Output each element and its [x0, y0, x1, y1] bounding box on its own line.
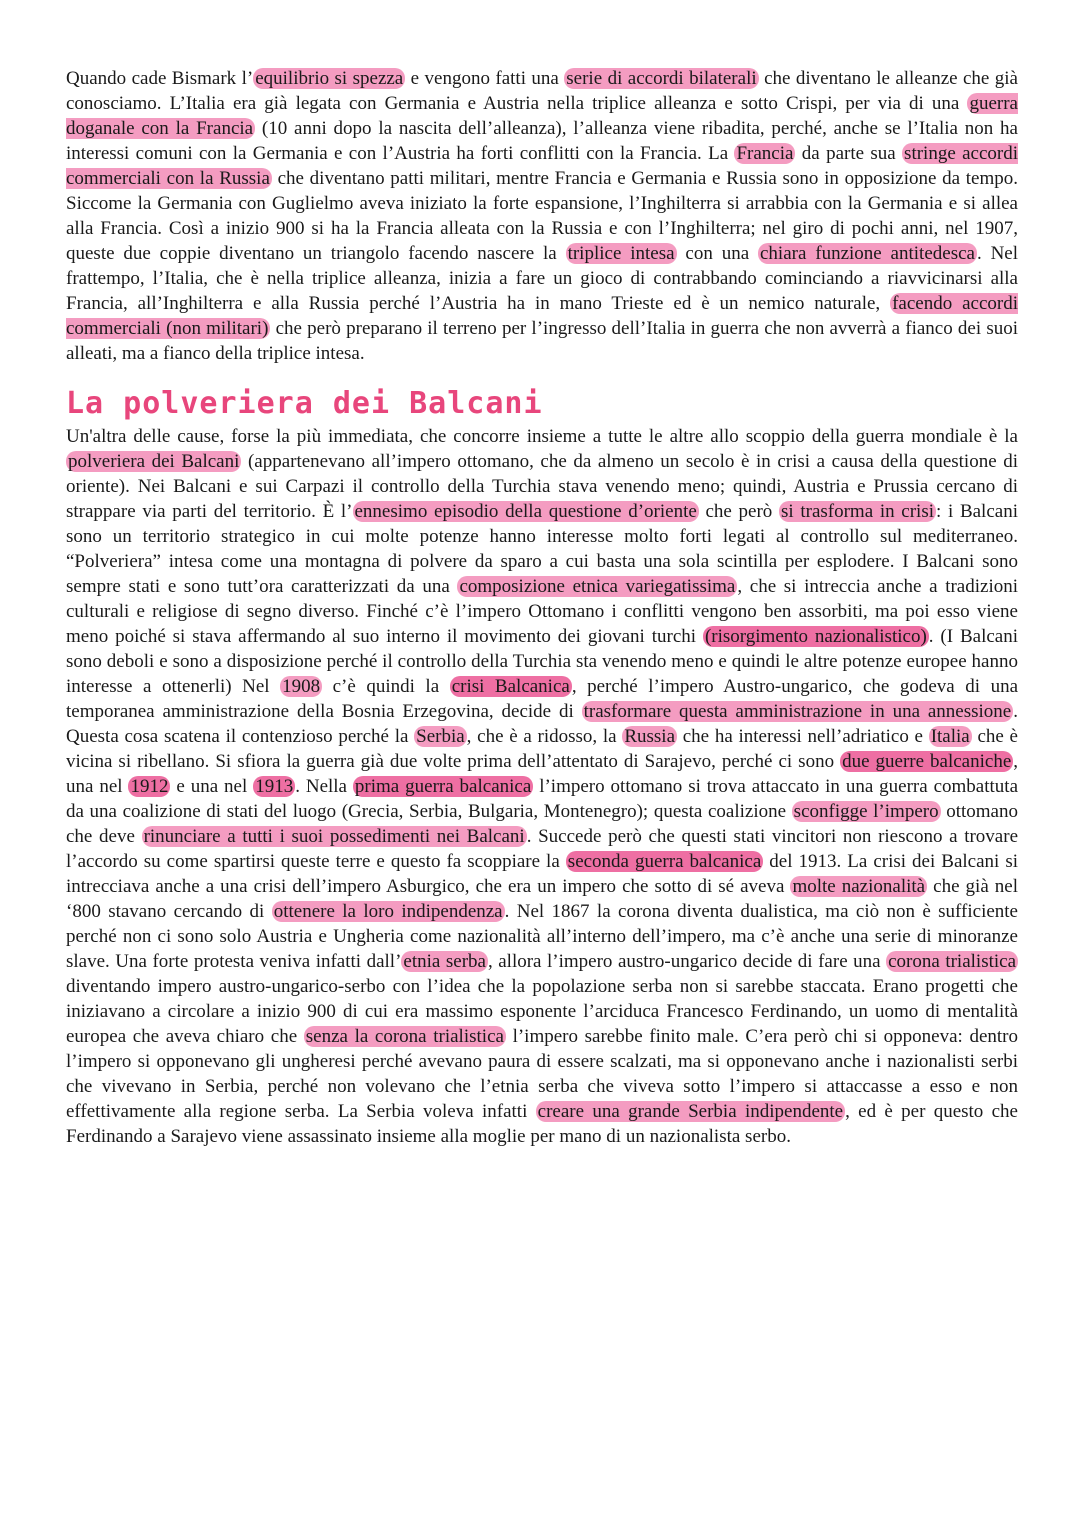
highlighted-text: creare una grande Serbia indipendente	[537, 1101, 844, 1122]
highlighted-text: serie di accordi bilaterali	[566, 68, 757, 89]
text-run: ottomano che deve	[66, 801, 1018, 847]
highlighted-text: corona trialistica	[888, 951, 1017, 972]
text-run: del 1913. La crisi dei Balcani si intrecciava anche a una crisi dell’impero Asburgico, che era un impero che sotto di sé aveva	[66, 851, 1018, 897]
text-run: . Nella	[295, 776, 353, 797]
text-run: diventando impero austro-ungarico-serbo con l’idea che la popolazione serba non si sarebbe staccata. Erano progetti che iniziavano a circolare a inizio 900 di cui era massimo esponente l’arciduca Francesco Ferdinando, un uomo di mentalità europea che aveva chiaro che	[66, 976, 1018, 1047]
highlighted-text: ennesimo episodio della questione d’oriente	[354, 501, 697, 522]
highlighted-text: due guerre balcaniche	[842, 751, 1012, 772]
text-run: da parte sua	[795, 143, 903, 164]
text-run: l’impero sarebbe finito male. C’era però chi si opponeva: dentro l’impero si opponevano gli ungheresi perché avevano paura di essere scalzati, ma si opponevano anche i nazionalisti serbi che vivevano in Serbia, perché non volevano che l’etnia serba che viveva sotto l’impero si attaccasse a esso e non effettivamente alla regione serba. La Serbia voleva infatti	[66, 1026, 1018, 1122]
text-run: che però preparano il terreno per l’ingresso dell’Italia in guerra che non avverrà a fianco dei suoi alleati, ma a fianco della triplice intesa.	[66, 318, 1018, 364]
highlighted-text: ottenere la loro indipendenza	[273, 901, 503, 922]
highlighted-text: trasformare questa amministrazione in una annessione	[583, 701, 1012, 722]
paragraph-balkans	[66, 424, 1018, 1149]
highlighted-text: Serbia	[416, 726, 465, 747]
text-run: che è vicina si ribellano. Si sfiora la guerra già due volte prima dell’attentato di Sarajevo, perché ci sono	[66, 726, 1018, 772]
text-run: , una nel	[66, 751, 1018, 797]
highlighted-text: sconfigge l’impero	[793, 801, 939, 822]
text-run: e una nel	[170, 776, 254, 797]
highlighted-text: stringe accordi commerciali con la Russia	[66, 143, 1018, 189]
highlighted-text: rinunciare a tutti i suoi possedimenti nei Balcani	[143, 826, 525, 847]
text-run: . Nel 1867 la corona diventa dualistica, ma ciò non è sufficiente perché non ci sono solo Austria e Ungheria come nazionalità all’interno dell’impero, ma c’è anche una serie di minoranze slave. Una forte protesta veniva infatti dall’	[66, 901, 1018, 972]
text-run: che già nel ‘800 stavano cercando di	[66, 876, 1018, 922]
text-run: . Questa cosa scatena il contenzioso perché la	[66, 701, 1018, 747]
text-run: . Succede però che questi stati vincitori non riescono a trovare l’accordo su come spartirsi queste terre e questo fa scoppiare la	[66, 826, 1018, 872]
highlighted-text: facendo accordi commerciali (non militari)	[66, 293, 1018, 339]
paragraph-alliances	[66, 66, 1018, 366]
highlighted-text: Francia	[736, 143, 794, 164]
highlighted-text: Italia	[930, 726, 970, 747]
text-run: e vengono fatti una	[405, 68, 565, 89]
text-run: Un'altra delle cause, forse la più immediata, che concorre insieme a tutte le altre allo scoppio della guerra mondiale è la	[66, 426, 1018, 447]
highlighted-text: molte nazionalità	[792, 876, 926, 897]
highlighted-text: guerra doganale con la Francia	[66, 93, 1018, 139]
highlighted-text: prima guerra balcanica	[354, 776, 532, 797]
text-run: l’impero ottomano si trova attaccato in una guerra combattuta da una coalizione di stati del luogo (Grecia, Serbia, Bulgaria, Montenegro); questa coalizione	[66, 776, 1019, 822]
text-run: Quando cade Bismark l’	[66, 68, 254, 89]
highlighted-text: 1908	[282, 676, 321, 697]
highlighted-text: chiara funzione antitedesca	[759, 243, 975, 264]
highlighted-text: crisi Balcanica	[451, 676, 570, 697]
highlighted-text: etnia serba	[403, 951, 486, 972]
text-run: , che è a ridosso, la	[466, 726, 623, 747]
highlighted-text: (risorgimento nazionalistico)	[704, 626, 927, 647]
highlighted-text: 1913	[255, 776, 294, 797]
text-run: che però	[698, 501, 779, 522]
text-run: , allora l’impero austro-ungarico decide di fare una	[487, 951, 887, 972]
highlighted-text: equilibrio si spezza	[255, 68, 404, 89]
highlighted-text: si trasforma in crisi	[780, 501, 935, 522]
highlighted-text: 1912	[130, 776, 169, 797]
text-run: (10 anni dopo la nascita dell’alleanza), l’alleanza viene ribadita, perché, anche se l’Italia non ha interessi comuni con la Germania e con l’Austria ha forti conflitti con la Francia. La	[66, 118, 1018, 164]
text-run: . (I Balcani sono deboli e sono a disposizione perché il controllo della Turchia sta venendo meno e quindi le altre potenze europee hanno interesse a ottenerli) Nel	[66, 626, 1019, 697]
highlighted-text: triplice intesa	[567, 243, 675, 264]
text-run: che diventano le alleanze che già conosciamo. L’Italia era già legata con Germania e Austria nella triplice alleanza e sotto Crispi, per via di una	[66, 68, 1018, 114]
text-run: (appartenevano all’impero ottomano, che da almeno un secolo è in crisi a causa della questione di oriente). Nei Balcani e sui Carpazi il controllo della Turchia stava venendo meno; quindi, Austria e Prussia cercano di strappare via parti del territorio. È l’	[66, 451, 1018, 522]
highlighted-text: composizione etnica variegatissima	[459, 576, 736, 597]
text-run: : i Balcani sono un territorio strategico in cui molte potenze hanno interesse molto forti legati al controllo sul mediterraneo. “Polveriera” intesa come una montagna di polvere da sparo a cui basta una sola scintilla per esplodere. I Balcani sono sempre stati e sono tutt’ora caratterizzati da una	[66, 501, 1018, 597]
text-run: c’è quindi la	[322, 676, 450, 697]
text-run: che diventano patti militari, mentre Francia e Germania e Russia sono in opposizione da tempo. Siccome la Germania con Guglielmo aveva iniziato la forte espansione, l’Inghilterra si arrabbia con la Germania e si allea alla Francia. Così a inizio 900 si ha la Francia alleata con la Russia e con l’Inghilterra; nel giro di pochi anni, nel 1907, queste due coppie diventano un triangolo facendo nascere la	[66, 168, 1018, 264]
highlighted-text: seconda guerra balcanica	[567, 851, 762, 872]
highlighted-text: polveriera dei Balcani	[68, 451, 240, 472]
highlighted-text: Russia	[624, 726, 676, 747]
text-run: . Nel frattempo, l’Italia, che è nella triplice alleanza, inizia a fare un gioco di contrabbando cominciando a riavvicinarsi alla Francia, all’Inghilterra e alla Russia perché l’Austria ha in mano Trieste ed è un nemico naturale,	[66, 243, 1019, 314]
text-run: , ed è per questo che Ferdinando a Sarajevo viene assassinato insieme alla moglie per mano di un nazionalista serbo.	[66, 1101, 1018, 1147]
highlighted-text: senza la corona trialistica	[305, 1026, 504, 1047]
section-heading: La polveriera dei Balcani	[66, 386, 543, 421]
document-page	[66, 66, 1018, 1149]
text-run: , perché l’impero Austro-ungarico, che godeva di una temporanea amministrazione della Bosnia Erzegovina, decide di	[66, 676, 1018, 722]
text-run: con una	[676, 243, 758, 264]
text-run: che ha interessi nell’adriatico e	[677, 726, 929, 747]
text-run: , che si intreccia anche a tradizioni culturali e religiose di segno diverso. Finché c’è l’impero Ottomano i conflitti vengono ben assorbiti, ma poi esso viene meno poiché si stava affermando al suo interno il movimento dei giovani turchi	[66, 576, 1018, 647]
